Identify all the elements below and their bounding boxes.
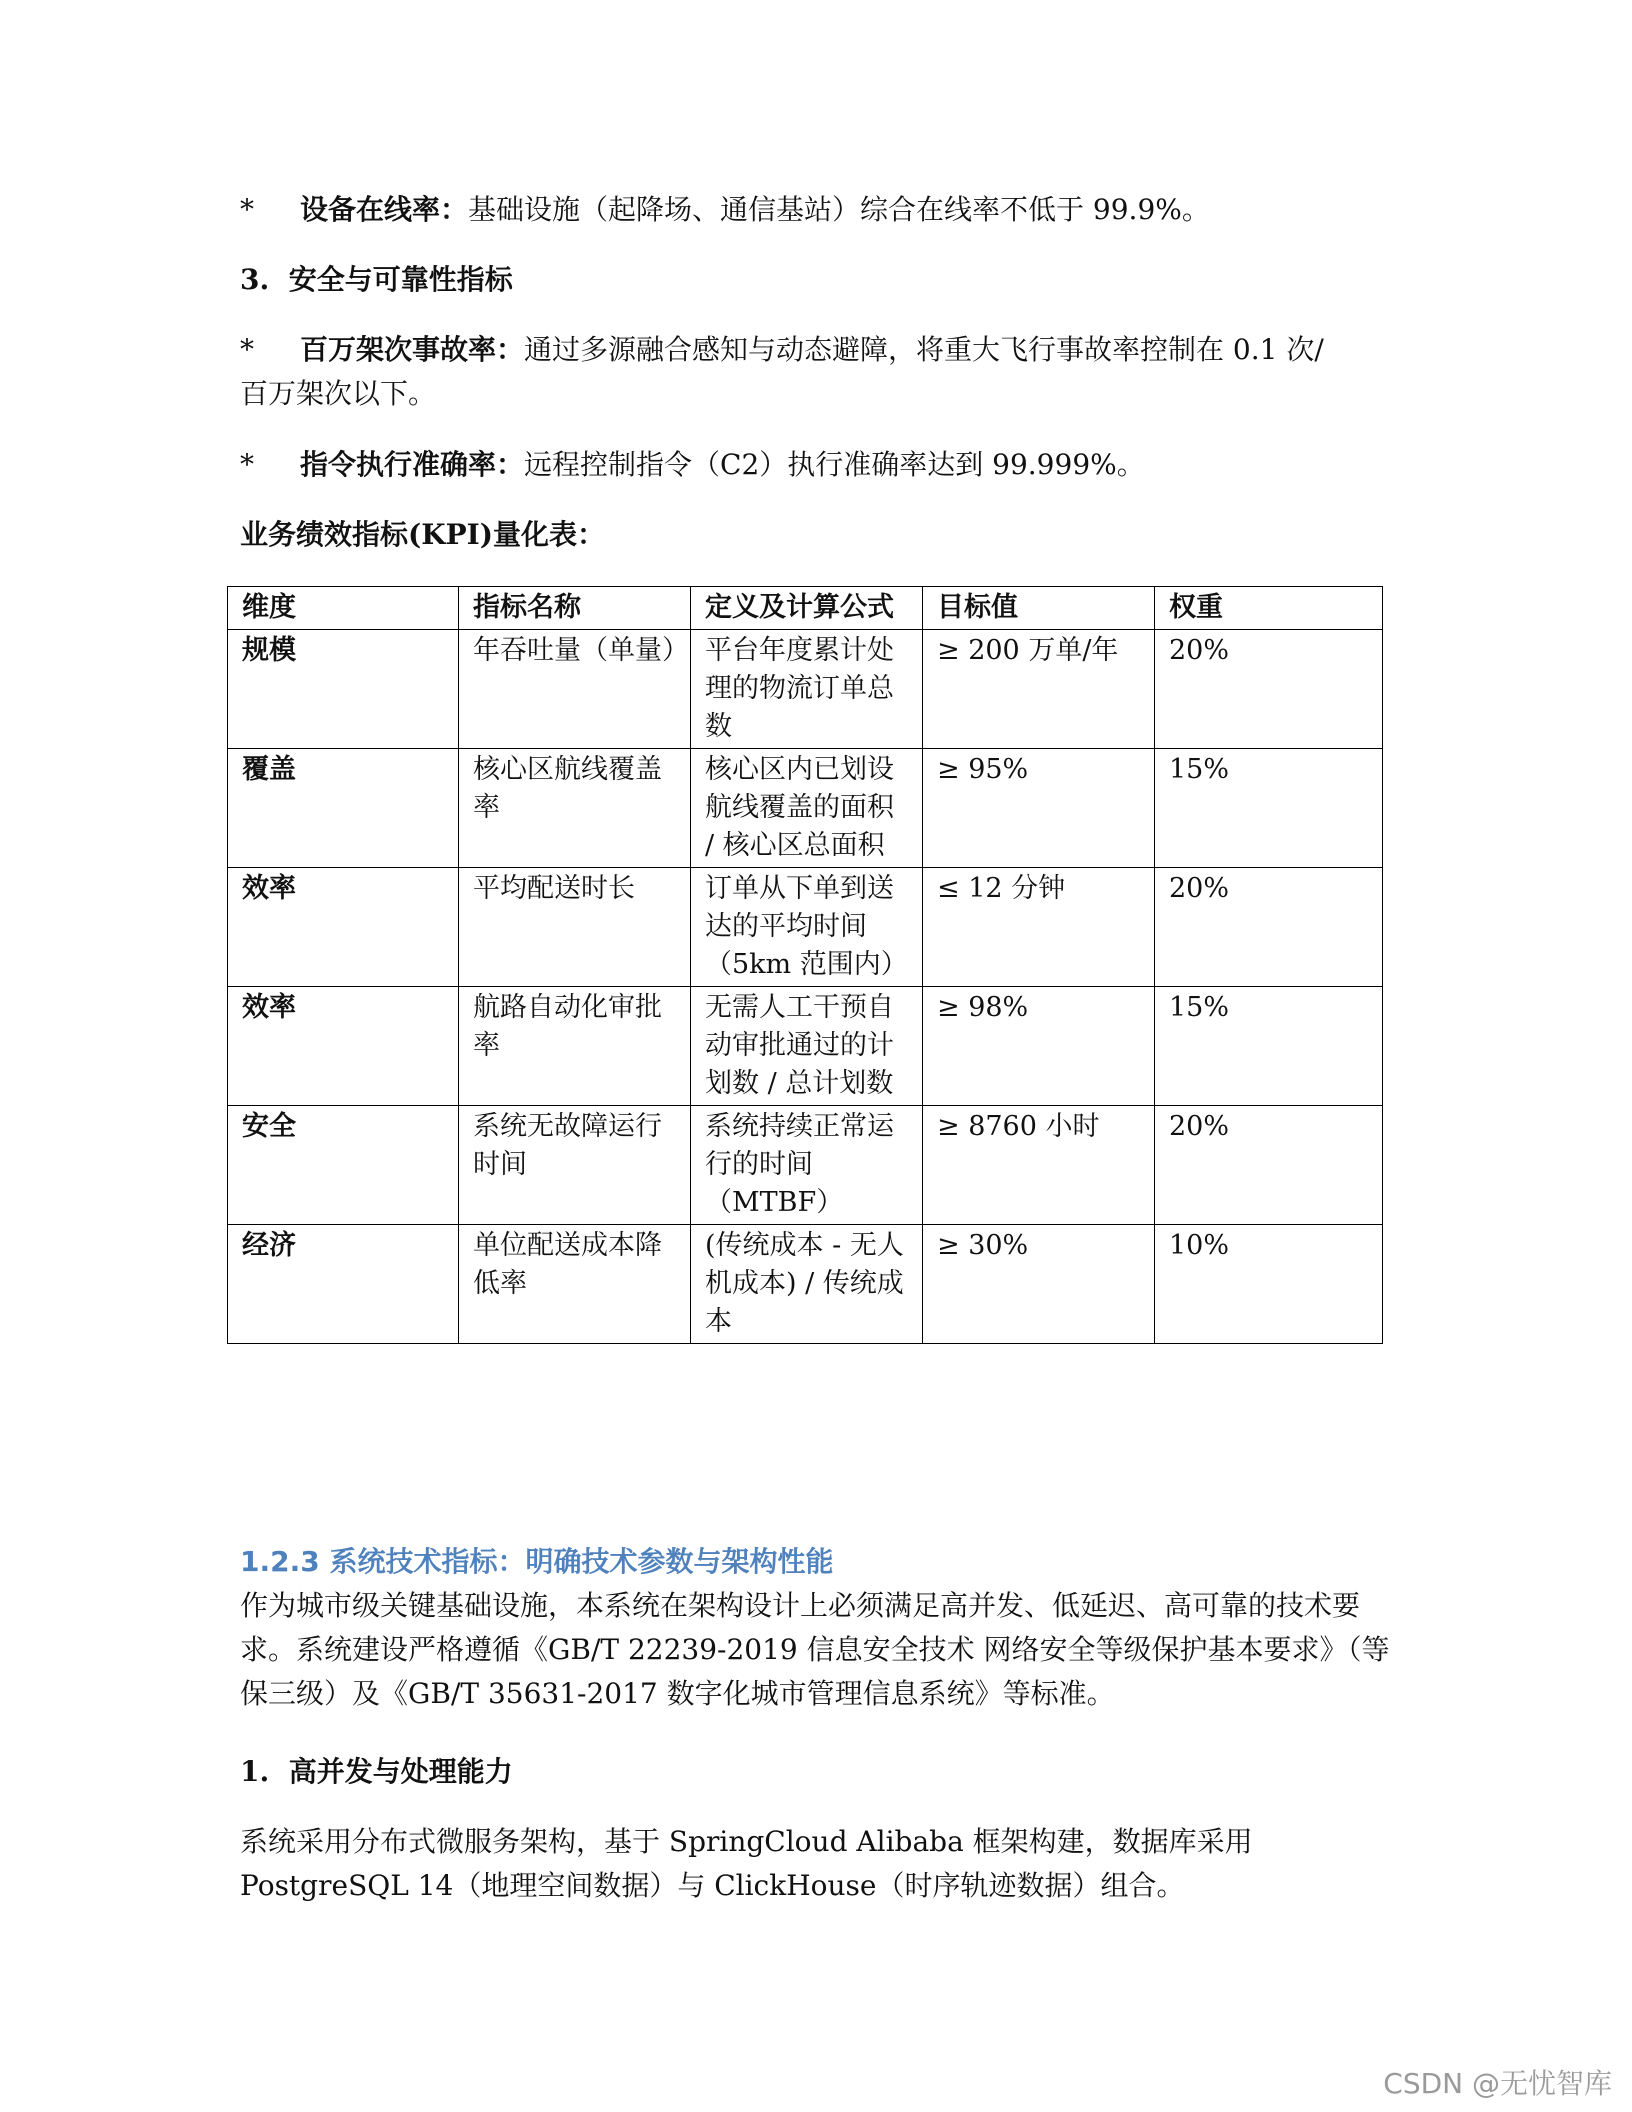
bullet-marker: *: [240, 193, 254, 226]
command-accuracy-text: 远程控制指令（C2）执行准确率达到 99.999%。: [524, 448, 1145, 481]
cell-definition: 核心区内已划设航线覆盖的面积 / 核心区总面积: [691, 749, 923, 868]
accident-rate-label: 百万架次事故率：: [300, 333, 525, 366]
table-row: [228, 749, 1383, 868]
cell-definition: 平台年度累计处理的物流订单总数: [691, 630, 923, 749]
cell-indicator: 单位配送成本降低率: [459, 1225, 691, 1344]
cell-indicator: 航路自动化审批率: [459, 987, 691, 1106]
section-intro-paragraph: 作为城市级关键基础设施，本系统在架构设计上必须满足高并发、低延迟、高可靠的技术要求。系统建设严格遵循《GB/T 22239-2019 信息安全技术 网络安全等级保护基本要求》（等保三级）及《GB/T 35631-2017 数字化城市管理信息系统》等标准。: [240, 1589, 1390, 1710]
cell-definition: 系统持续正常运行的时间（MTBF）: [691, 1106, 923, 1225]
cell-definition: (传统成本 - 无人机成本) / 传统成本: [691, 1225, 923, 1344]
cell-dimension: 覆盖: [228, 749, 459, 868]
header-dimension: 维度: [228, 587, 459, 630]
cell-dimension: 安全: [228, 1106, 459, 1225]
cell-weight: 20%: [1155, 868, 1383, 987]
cell-weight: 10%: [1155, 1225, 1383, 1344]
table-row: [228, 1225, 1383, 1344]
bullet-marker: *: [240, 448, 254, 481]
cell-weight: 15%: [1155, 749, 1383, 868]
cell-target: ≥ 8760 小时: [923, 1106, 1155, 1225]
table-header-row: [228, 587, 1383, 630]
kpi-table-title: 业务绩效指标(KPI)量化表：: [240, 518, 605, 551]
cell-weight: 20%: [1155, 630, 1383, 749]
bullet-item-online-rate: [240, 188, 1210, 232]
header-target: 目标值: [923, 587, 1155, 630]
cell-definition: 订单从下单到送达的平均时间（5km 范围内）: [691, 868, 923, 987]
cell-target: ≤ 12 分钟: [923, 868, 1155, 987]
heading-number: 3.: [240, 263, 270, 296]
online-rate-label: 设备在线率：: [300, 193, 469, 226]
header-weight: 权重: [1155, 587, 1383, 630]
bullet-marker: *: [240, 333, 254, 366]
cell-dimension: 规模: [228, 630, 459, 749]
table-row: [228, 987, 1383, 1106]
online-rate-text: 基础设施（起降场、通信基站）综合在线率不低于 99.9%。: [468, 193, 1210, 226]
cell-indicator: 平均配送时长: [459, 868, 691, 987]
accident-rate-text-continued: 百万架次以下。: [240, 377, 437, 410]
table-row: [228, 1106, 1383, 1225]
header-definition: 定义及计算公式: [691, 587, 923, 630]
cell-weight: 15%: [1155, 987, 1383, 1106]
cell-target: ≥ 30%: [923, 1225, 1155, 1344]
table-row: [228, 868, 1383, 987]
cell-target: ≥ 98%: [923, 987, 1155, 1106]
command-accuracy-label: 指令执行准确率：: [300, 448, 525, 481]
heading-number: 1.: [240, 1755, 270, 1788]
cell-indicator: 系统无故障运行时间: [459, 1106, 691, 1225]
watermark-text: CSDN @无忧智库: [1383, 2067, 1612, 2100]
cell-dimension: 效率: [228, 987, 459, 1106]
table-row: [228, 630, 1383, 749]
cell-target: ≥ 95%: [923, 749, 1155, 868]
header-indicator-name: 指标名称: [459, 587, 691, 630]
bullet-item-command-accuracy: [240, 443, 1145, 487]
architecture-paragraph: 系统采用分布式微服务架构，基于 SpringCloud Alibaba 框架构建，数据库采用 PostgreSQL 14（地理空间数据）与 ClickHouse（时序轨迹数据）组合。: [240, 1825, 1253, 1902]
cell-indicator: 年吞吐量（单量）: [459, 630, 691, 749]
cell-definition: 无需人工干预自动审批通过的计划数 / 总计划数: [691, 987, 923, 1106]
cell-target: ≥ 200 万单/年: [923, 630, 1155, 749]
heading-safety-reliability: [240, 258, 513, 302]
heading-title: 安全与可靠性指标: [288, 263, 513, 296]
accident-rate-text: 通过多源融合感知与动态避障，将重大飞行事故率控制在 0.1 次/: [524, 333, 1324, 366]
bullet-item-accident-rate: [240, 328, 1324, 416]
cell-dimension: 效率: [228, 868, 459, 987]
heading-concurrency: [240, 1750, 513, 1794]
cell-indicator: 核心区航线覆盖率: [459, 749, 691, 868]
section-heading-tech-indicators: 1.2.3 系统技术指标：明确技术参数与架构性能: [240, 1545, 834, 1578]
cell-dimension: 经济: [228, 1225, 459, 1344]
kpi-table: [227, 586, 1383, 1344]
cell-weight: 20%: [1155, 1106, 1383, 1225]
heading-title: 高并发与处理能力: [288, 1755, 513, 1788]
kpi-table-container: [227, 586, 1383, 1344]
